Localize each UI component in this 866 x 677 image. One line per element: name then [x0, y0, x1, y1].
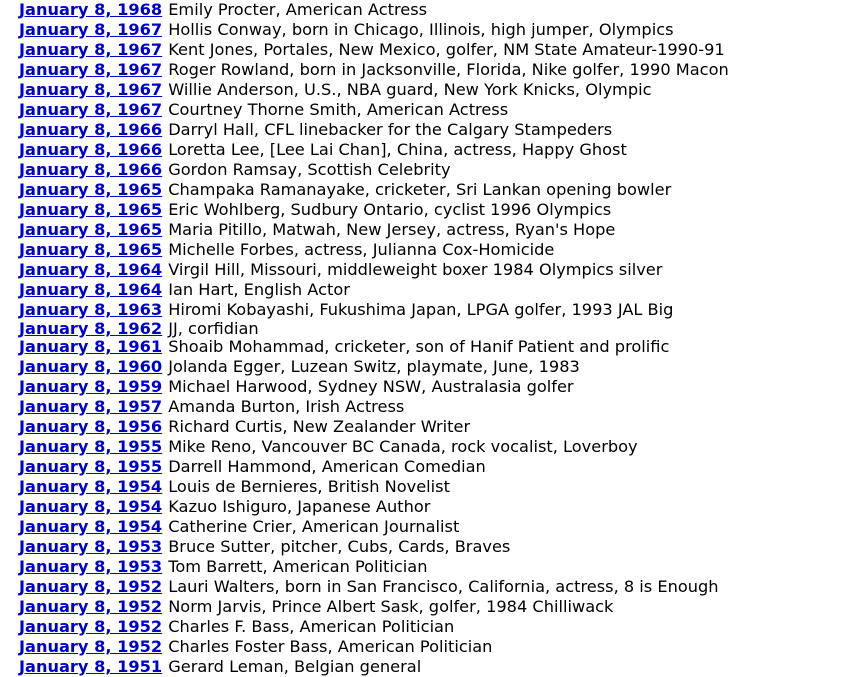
- list-item: [19, 397, 729, 417]
- list-item: [19, 537, 729, 557]
- list-item: [19, 320, 729, 337]
- list-item: [19, 120, 729, 140]
- list-item: [19, 457, 729, 477]
- date-link[interactable]: January 8, 1953: [19, 537, 163, 556]
- date-link[interactable]: January 8, 1966: [19, 160, 163, 179]
- list-item: [19, 60, 729, 80]
- date-link[interactable]: January 8, 1966: [19, 120, 163, 139]
- person-description: Roger Rowland, born in Jacksonville, Florida, Nike golfer, 1990 Macon: [168, 60, 729, 79]
- list-item: [19, 617, 729, 637]
- date-link[interactable]: January 8, 1952: [19, 617, 163, 636]
- person-description: JJ, corfidian: [168, 319, 259, 338]
- date-link[interactable]: January 8, 1959: [19, 377, 163, 396]
- person-description: Louis de Bernieres, British Novelist: [168, 477, 450, 496]
- person-description: Shoaib Mohammad, cricketer, son of Hanif Patient and prolific: [168, 337, 670, 356]
- person-description: Bruce Sutter, pitcher, Cubs, Cards, Braves: [168, 537, 511, 556]
- list-item: [19, 497, 729, 517]
- person-description: Norm Jarvis, Prince Albert Sask, golfer, 1984 Chilliwack: [168, 597, 614, 616]
- date-link[interactable]: January 8, 1965: [19, 180, 163, 199]
- date-link[interactable]: January 8, 1960: [19, 357, 163, 376]
- date-link[interactable]: January 8, 1953: [19, 557, 163, 576]
- date-link[interactable]: January 8, 1952: [19, 637, 163, 656]
- list-item: [19, 80, 729, 100]
- date-link[interactable]: January 8, 1965: [19, 240, 163, 259]
- list-item: [19, 0, 729, 20]
- list-item: [19, 337, 729, 357]
- list-item: [19, 597, 729, 617]
- date-link[interactable]: January 8, 1955: [19, 437, 163, 456]
- list-item: [19, 280, 729, 300]
- date-link[interactable]: January 8, 1952: [19, 577, 163, 596]
- person-description: Hiromi Kobayashi, Fukushima Japan, LPGA golfer, 1993 JAL Big: [168, 300, 674, 319]
- person-description: Mike Reno, Vancouver BC Canada, rock vocalist, Loverboy: [168, 437, 638, 456]
- person-description: Tom Barrett, American Politician: [168, 557, 428, 576]
- date-link[interactable]: January 8, 1968: [19, 0, 163, 19]
- person-description: Lauri Walters, born in San Francisco, California, actress, 8 is Enough: [168, 577, 719, 596]
- list-item: [19, 417, 729, 437]
- person-description: Kent Jones, Portales, New Mexico, golfer, NM State Amateur-1990-91: [168, 40, 725, 59]
- list-item: [19, 557, 729, 577]
- date-link[interactable]: January 8, 1955: [19, 457, 163, 476]
- date-link[interactable]: January 8, 1967: [19, 100, 163, 119]
- date-link[interactable]: January 8, 1967: [19, 40, 163, 59]
- date-link[interactable]: January 8, 1965: [19, 220, 163, 239]
- list-item: [19, 657, 729, 677]
- person-description: Courtney Thorne Smith, American Actress: [168, 100, 509, 119]
- date-link[interactable]: January 8, 1952: [19, 597, 163, 616]
- date-link[interactable]: January 8, 1967: [19, 20, 163, 39]
- date-link[interactable]: January 8, 1954: [19, 477, 163, 496]
- date-link[interactable]: January 8, 1966: [19, 140, 163, 159]
- list-item: [19, 300, 729, 320]
- list-item: [19, 40, 729, 60]
- person-description: Charles Foster Bass, American Politician: [168, 637, 493, 656]
- date-link[interactable]: January 8, 1951: [19, 657, 163, 676]
- list-item: [19, 577, 729, 597]
- list-item: [19, 220, 729, 240]
- person-description: Maria Pitillo, Matwah, New Jersey, actress, Ryan's Hope: [168, 220, 616, 239]
- date-link[interactable]: January 8, 1956: [19, 417, 163, 436]
- person-description: Virgil Hill, Missouri, middleweight boxer 1984 Olympics silver: [168, 260, 663, 279]
- person-description: Jolanda Egger, Luzean Switz, playmate, June, 1983: [168, 357, 580, 376]
- date-link[interactable]: January 8, 1961: [19, 337, 163, 356]
- person-description: Champaka Ramanayake, cricketer, Sri Lankan opening bowler: [168, 180, 672, 199]
- person-description: Darryl Hall, CFL linebacker for the Calgary Stampeders: [168, 120, 613, 139]
- person-description: Kazuo Ishiguro, Japanese Author: [168, 497, 431, 516]
- person-description: Charles F. Bass, American Politician: [168, 617, 455, 636]
- date-link[interactable]: January 8, 1964: [19, 260, 163, 279]
- person-description: Emily Procter, American Actress: [168, 0, 428, 19]
- list-item: [19, 477, 729, 497]
- person-description: Gerard Leman, Belgian general: [168, 657, 422, 676]
- person-description: Ian Hart, English Actor: [168, 280, 350, 299]
- date-link[interactable]: January 8, 1967: [19, 60, 163, 79]
- date-link[interactable]: January 8, 1964: [19, 280, 163, 299]
- person-description: Catherine Crier, American Journalist: [168, 517, 460, 536]
- list-item: [19, 140, 729, 160]
- date-link[interactable]: January 8, 1962: [19, 319, 163, 338]
- list-item: [19, 357, 729, 377]
- birthday-list: [19, 0, 729, 677]
- list-item: [19, 437, 729, 457]
- date-link[interactable]: January 8, 1965: [19, 200, 163, 219]
- list-item: [19, 160, 729, 180]
- list-item: [19, 377, 729, 397]
- list-item: [19, 637, 729, 657]
- date-link[interactable]: January 8, 1954: [19, 497, 163, 516]
- person-description: Loretta Lee, [Lee Lai Chan], China, actress, Happy Ghost: [168, 140, 627, 159]
- list-item: [19, 200, 729, 220]
- person-description: Willie Anderson, U.S., NBA guard, New York Knicks, Olympic: [168, 80, 652, 99]
- person-description: Hollis Conway, born in Chicago, Illinois, high jumper, Olympics: [168, 20, 674, 39]
- list-item: [19, 100, 729, 120]
- list-item: [19, 260, 729, 280]
- person-description: Eric Wohlberg, Sudbury Ontario, cyclist 1996 Olympics: [168, 200, 612, 219]
- list-item: [19, 20, 729, 40]
- person-description: Darrell Hammond, American Comedian: [168, 457, 486, 476]
- date-link[interactable]: January 8, 1967: [19, 80, 163, 99]
- list-item: [19, 517, 729, 537]
- date-link[interactable]: January 8, 1957: [19, 397, 163, 416]
- person-description: Richard Curtis, New Zealander Writer: [168, 417, 471, 436]
- date-link[interactable]: January 8, 1963: [19, 300, 163, 319]
- person-description: Gordon Ramsay, Scottish Celebrity: [168, 160, 451, 179]
- person-description: Michael Harwood, Sydney NSW, Australasia golfer: [168, 377, 574, 396]
- list-item: [19, 240, 729, 260]
- person-description: Michelle Forbes, actress, Julianna Cox-Homicide: [168, 240, 555, 259]
- person-description: Amanda Burton, Irish Actress: [168, 397, 405, 416]
- date-link[interactable]: January 8, 1954: [19, 517, 163, 536]
- list-item: [19, 180, 729, 200]
